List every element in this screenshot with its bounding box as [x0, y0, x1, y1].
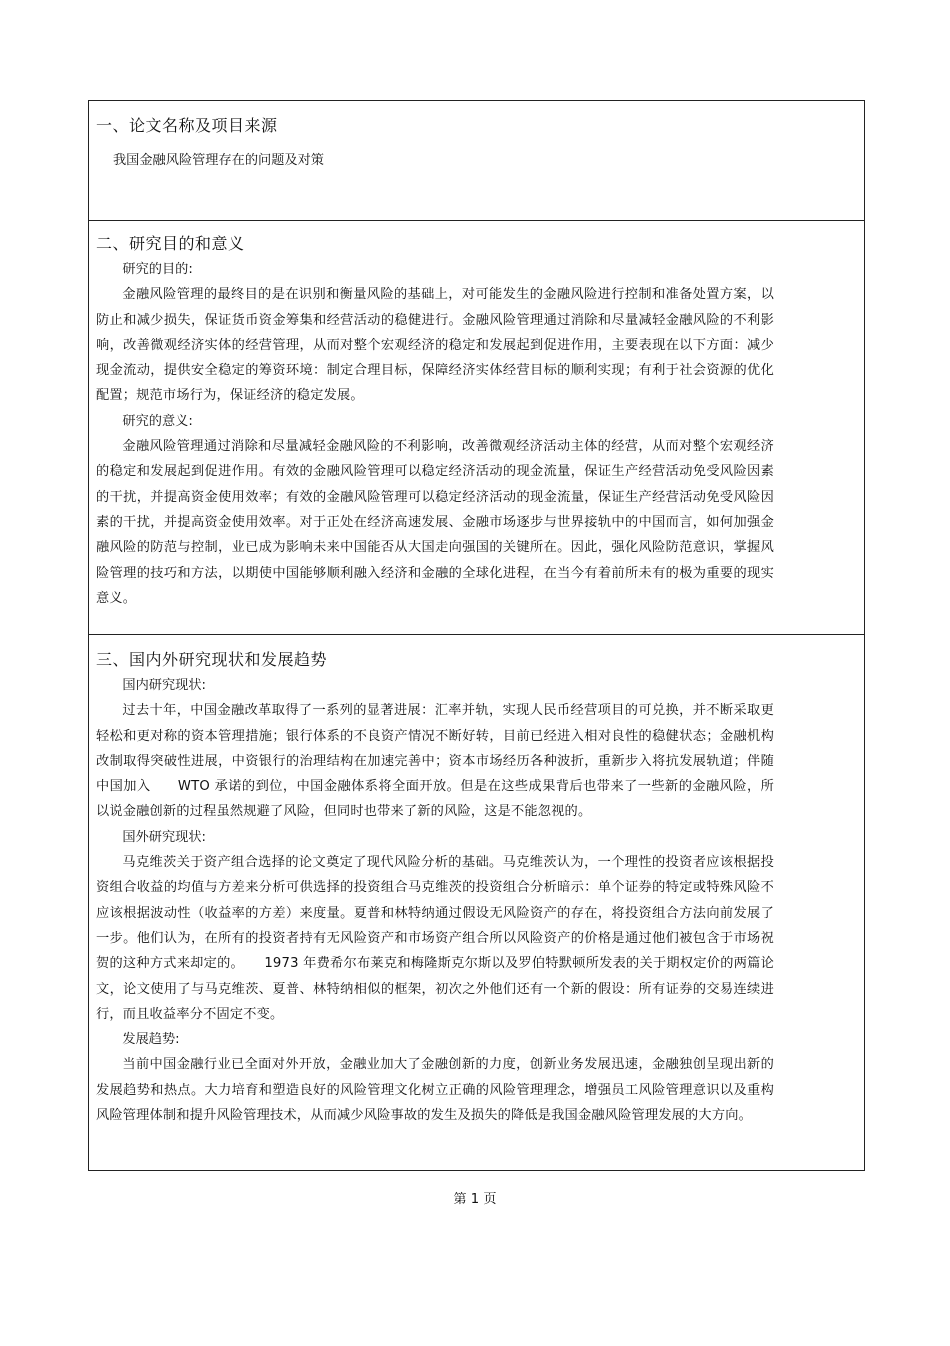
- proposal-table: [88, 100, 865, 1171]
- purpose-label: 研究的目的:: [122, 262, 193, 277]
- thesis-title: 我国金融风险管理存在的问题及对策: [113, 153, 324, 168]
- section-purpose-significance: [89, 221, 864, 635]
- section-research-status: [89, 635, 864, 1170]
- significance-paragraph: 金融风险管理通过消除和尽量减轻金融风险的不利影响，改善微观经济活动主体的经营，从而对整个宏观经济的稳定和发展起到促进作用。有效的金融风险管理可以稳定经济活动的现金流量，保证生产经营活动免受风险因素的干扰，并提高资金使用效率；有效的金融风险管理可以稳定经济活动的现金流量，保证生产经营活动免受风险因素的干扰，并提高资金使用效率。对于正处在经济高速发展、金融市场逐步与世界接轨中的中国而言，如何加强金融风险的防范与控制，业已成为影响未来中国能否从大国走向强国的关键所在。因此，强化风险防范意识，掌握风险管理的技巧和方法，以期使中国能够顺利融入经济和金融的全球化进程，在当今有着前所未有的极为重要的现实意义。: [96, 439, 774, 606]
- foreign-paragraph: 马克维茨关于资产组合选择的论文奠定了现代风险分析的基础。马克维茨认为，一个理性的投资者应该根据投资组合收益的均值与方差来分析可供选择的投资组合马克维茨的投资组合分析暗示：单个证券的特定或特殊风险不应该根据波动性（收益率的方差）来度量。夏普和林特纳通过假设无风险资产的存在，将投资组合方法向前发展了一步。他们认为，在所有的投资者持有无风险资产和市场资产组合所以风险资产的价格是通过他们被包含于市场祝贺的这种方式来却定的。 1973 年费希尔布莱克和梅隆斯克尔斯以及罗伯特默顿所发表的关于期权定价的两篇论文，论文使用了与马克维茨、夏普、林特纳相似的框架，初次之外他们还有一个新的假设：所有证券的交易连续进行，而且收益率分不固定不变。: [96, 855, 774, 1022]
- significance-label: 研究的意义:: [122, 413, 193, 429]
- foreign-label: 国外研究现状:: [122, 829, 206, 845]
- trend-paragraph: 当前中国金融行业已全面对外开放，金融业加大了金融创新的力度，创新业务发展迅速，金融独创呈现出新的发展趋势和热点。大力培育和塑造良好的风险管理文化树立正确的风险管理理念，增强员工风险管理意识以及重构风险管理体制和提升风险管理技术，从而减少风险事故的发生及损失的降低是我国金融风险管理发展的大方向。: [96, 1057, 774, 1124]
- purpose-paragraph: 金融风险管理的最终目的是在识别和衡量风险的基础上，对可能发生的金融风险进行控制和准备处置方案，以防止和减少损失，保证货币资金筹集和经营活动的稳健进行。金融风险管理通过消除和尽量减轻金融风险的不利影响，改善微观经济实体的经营管理，从而对整个宏观经济的稳定和发展起到促进作用，主要表现在以下方面：减少现金流动，提供安全稳定的筹资环境：制定合理目标，保障经济实体经营目标的顺利实现；有利于社会资源的优化配置；规范市场行为，保证经济的稳定发展。: [96, 287, 774, 404]
- domestic-label: 国内研究现状:: [122, 678, 206, 693]
- trend-label: 发展趋势:: [122, 1032, 180, 1048]
- section3-heading: 三、国内外研究现状和发展趋势: [96, 650, 328, 669]
- page-number: 第 1 页: [453, 1192, 497, 1207]
- domestic-paragraph: 过去十年，中国金融改革取得了一系列的显著进展：汇率并轨，实现人民币经营项目的可兑换，并不断采取更轻松和更对称的资本管理措施；银行体系的不良资产情况不断好转，目前已经进入相对良性的稳健状态；金融机构改制取得突破性进展，中资银行的治理结构在加速完善中；资本市场经历各种波折，重新步入将抗发展轨道；伴随中国加入 WTO 承诺的到位，中国金融体系将全面开放。但是在这些成果背后也带来了一些新的金融风险，所以说金融创新的过程虽然规避了风险，但同时也带来了新的风险，这是不能忽视的。: [96, 703, 774, 820]
- section2-heading: 二、研究目的和意义: [96, 234, 245, 253]
- section1-heading: 一、论文名称及项目来源: [96, 116, 278, 135]
- section-title-source: [89, 101, 864, 221]
